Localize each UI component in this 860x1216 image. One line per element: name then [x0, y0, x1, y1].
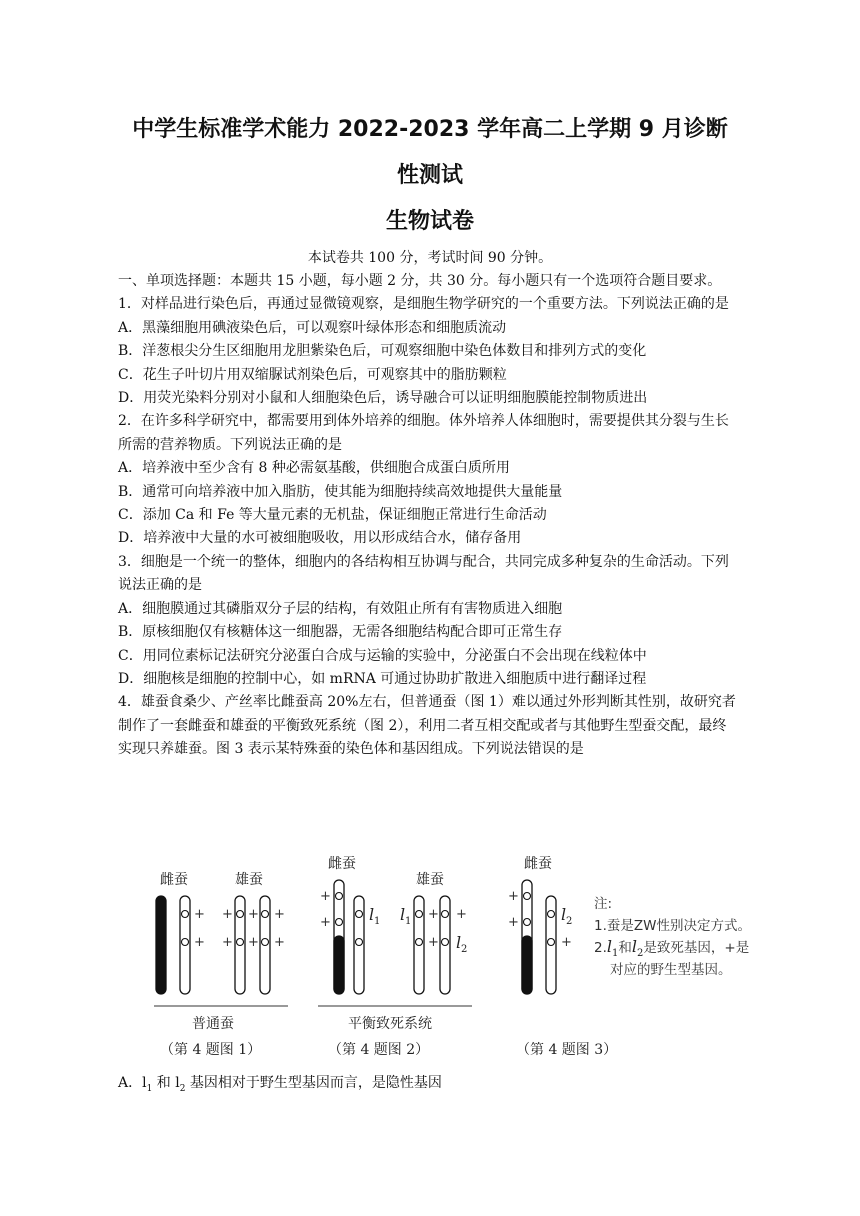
- section-heading: 一、单项选择题：本题共 15 小题，每小题 2 分，共 30 分。每小题只有一个选项符合题目要求。: [118, 273, 722, 289]
- fig2-male-plus-1: +: [428, 935, 439, 950]
- fig2-male-label: 雄蚕: [416, 872, 444, 888]
- fig1-male-plus-2: +: [222, 935, 233, 950]
- fig3-plus-3: +: [561, 935, 572, 950]
- q4a-mid: 和 l: [152, 1075, 180, 1091]
- fig1-male-label: 雄蚕: [235, 872, 263, 888]
- fig1-caption: （第 4 题图 1）: [160, 1042, 262, 1058]
- q4a-prefix: A．l: [118, 1075, 147, 1091]
- fig2-male-l1-sub: 1: [405, 916, 412, 927]
- question-1-option-c: C．花生子叶切片用双缩脲试剂染色后，可观察其中的脂肪颗粒: [118, 366, 507, 383]
- question-1-option-b: B．洋葱根尖分生区细胞用龙胆紫染色后，可观察细胞中染色体数目和排列方式的变化: [118, 343, 647, 360]
- q4a-sub2: 2: [179, 1083, 186, 1094]
- fig2-w-black-segment: [334, 936, 344, 994]
- question-2-option-a: A．培养液中至少含有 8 种必需氨基酸，供细胞合成蛋白质所用: [118, 460, 510, 477]
- fig2-male-l2-sub: 2: [461, 944, 468, 955]
- q4a-suffix: 基因相对于野生型基因而言，是隐性基因: [185, 1075, 442, 1091]
- question-2-stem: 2．在许多科学研究中，都需要用到体外培养的细胞。体外培养人体细胞时，需要提供其分裂与生长所需的营养物质。下列说法正确的是: [118, 413, 729, 453]
- exam-title-line2: 性测试: [396, 163, 463, 188]
- fig2-female-plus-1: +: [320, 889, 331, 904]
- fig2-male-plus-3: +: [456, 907, 467, 922]
- note-l1-letter: l: [606, 937, 613, 956]
- question-4-stem: 4．雄蚕食桑少、产丝率比雌蚕高 20%左右，但普通蚕（图 1）难以通过外形判断其性别，故研究者制作了一套雌蚕和雄蚕的平衡致死系统（图 2），利用二者互相交配或者与其他野生型蚕交配，最终实现只养雄蚕。图 3 表示某特殊蚕的染色体和基因组成。下列说法错误的是: [118, 694, 736, 758]
- question-4-option-a: [118, 1072, 442, 1094]
- note-line-2-suffix: 是致死基因，+是: [643, 940, 750, 956]
- note-l2-letter: l: [631, 937, 638, 956]
- fig1-w-chromosome: [156, 896, 166, 994]
- fig3-caption: （第 4 题图 3）: [516, 1042, 618, 1058]
- fig1-female-label: 雌蚕: [160, 872, 188, 888]
- question-2-option-d: D．培养液中大量的水可被细胞吸收，用以形成结合水，储存备用: [118, 530, 522, 547]
- fig2-caption: （第 4 题图 2）: [328, 1042, 430, 1058]
- fig3-l2-letter: l: [561, 905, 567, 924]
- note-l1-sub: 1: [612, 948, 619, 959]
- fig2-male-l2-letter: l: [456, 933, 462, 952]
- fig2-female-l1-sub: 1: [374, 916, 381, 927]
- question-body: [118, 270, 738, 762]
- fig1-male-plus-1: +: [222, 907, 233, 922]
- question-1-stem: 1．对样品进行染色后，再通过显微镜观察，是细胞生物学研究的一个重要方法。下列说法正确的是: [118, 296, 729, 313]
- question-1-option-d: D．用荧光染料分别对小鼠和人细胞染色后，诱导融合可以证明细胞膜能控制物质进出: [118, 390, 648, 407]
- fig3-plus-1: +: [508, 889, 519, 904]
- fig2-female-plus-2: +: [320, 915, 331, 930]
- fig3-w-black-segment: [522, 936, 532, 994]
- question-1-option-a: A．黑藻细胞用碘液染色后，可以观察叶绿体形态和细胞质流动: [118, 319, 507, 336]
- fig3-plus-2: +: [508, 915, 519, 930]
- note-line-3: 对应的野生型基因。: [610, 962, 732, 978]
- note-line-1: 1.蚕是ZW性别决定方式。: [594, 918, 751, 934]
- fig1-male-plus-5: +: [274, 907, 285, 922]
- fig2-male-plus-2: +: [428, 907, 439, 922]
- question-3-option-d: D．细胞核是细胞的控制中心，如 mRNA 可通过协助扩散进入细胞质中进行翻译过程: [118, 670, 647, 687]
- exam-info: 本试卷共 100 分，考试时间 90 分钟。: [307, 250, 553, 266]
- fig2-female-l1-letter: l: [369, 905, 375, 924]
- note-line-2: [594, 937, 750, 959]
- fig2-female-label: 雌蚕: [328, 856, 356, 872]
- question-2-option-c: C．添加 Ca 和 Fe 等大量元素的无机盐，保证细胞正常进行生命活动: [118, 507, 547, 524]
- note-title: 注:: [594, 896, 613, 912]
- fig1-group-label: 普通蚕: [192, 1016, 234, 1032]
- note-l2-sub: 2: [637, 948, 644, 959]
- fig1-female-plus-1: +: [194, 907, 205, 922]
- question-3-option-c: C．用同位素标记法研究分泌蛋白合成与运输的实验中，分泌蛋白不会出现在线粒体中: [118, 647, 647, 664]
- silkworm-chromosome-figure: [150, 848, 770, 1063]
- note-line-2-prefix: 2.: [594, 940, 607, 956]
- note-and: 和: [618, 940, 632, 956]
- subject-title: 生物试卷: [385, 209, 474, 234]
- fig1-male-plus-6: +: [274, 935, 285, 950]
- fig1-male-plus-3: +: [248, 907, 259, 922]
- question-3-option-a: A．细胞膜通过其磷脂双分子层的结构，有效阻止所有有害物质进入细胞: [118, 600, 563, 617]
- fig2-male-l1-letter: l: [400, 905, 406, 924]
- exam-title-line1: 中学生标准学术能力 2022-2023 学年高二上学期 9 月诊断: [132, 117, 728, 142]
- fig2-group-label: 平衡致死系统: [348, 1016, 432, 1032]
- fig3-female-label: 雌蚕: [524, 856, 552, 872]
- fig1-female-plus-2: +: [194, 935, 205, 950]
- fig1-male-plus-4: +: [248, 935, 259, 950]
- fig3-l2-sub: 2: [566, 916, 573, 927]
- q4a-sub1: 1: [146, 1083, 153, 1094]
- question-2-option-b: B．通常可向培养液中加入脂肪，使其能为细胞持续高效地提供大量能量: [118, 483, 563, 500]
- question-3-stem: 3．细胞是一个统一的整体，细胞内的各结构相互协调与配合，共同完成多种复杂的生命活动。下列说法正确的是: [118, 553, 729, 594]
- question-3-option-b: B．原核细胞仅有核糖体这一细胞器，无需各细胞结构配合即可正常生存: [118, 624, 563, 641]
